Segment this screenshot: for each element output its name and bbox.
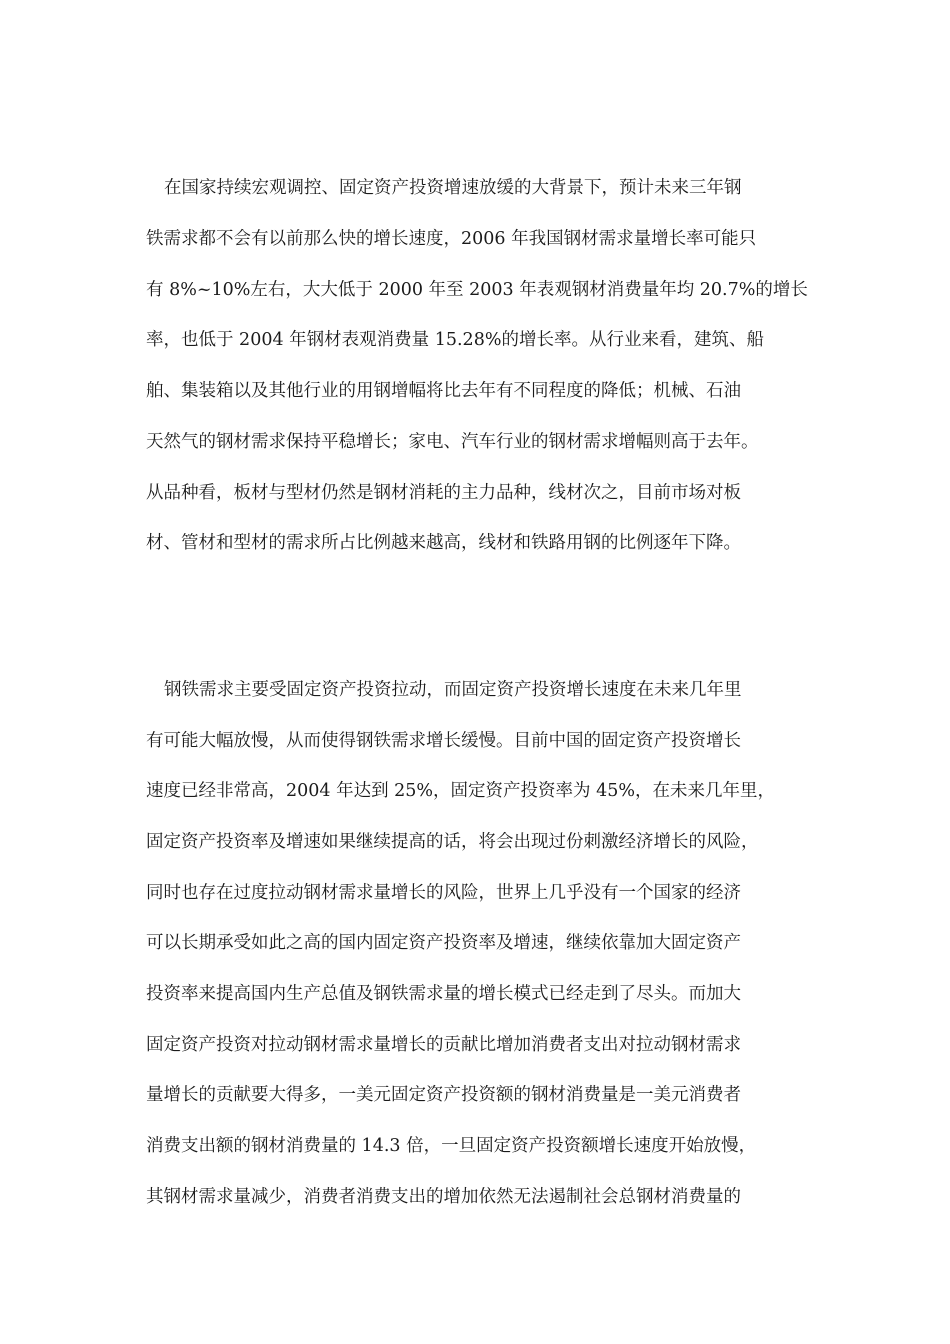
paragraph-1-line-5: 舶、集装箱以及其他行业的用钢增幅将比去年有不同程度的降低；机械、石油 bbox=[146, 381, 741, 401]
paragraph-1-line-2: 铁需求都不会有以前那么快的增长速度，2006 年我国钢材需求量增长率可能只 bbox=[146, 229, 757, 249]
paragraph-2-line-6: 可以长期承受如此之高的国内固定资产投资率及增速，继续依靠加大固定资产 bbox=[146, 933, 741, 953]
paragraph-1-line-1: 在国家持续宏观调控、固定资产投资增速放缓的大背景下，预计未来三年钢 bbox=[164, 178, 742, 198]
paragraph-2-line-1: 钢铁需求主要受固定资产投资拉动，而固定资产投资增长速度在未来几年里 bbox=[164, 680, 742, 700]
paragraph-2-line-2: 有可能大幅放慢，从而使得钢铁需求增长缓慢。目前中国的固定资产投资增长 bbox=[146, 731, 741, 751]
paragraph-2-line-7: 投资率来提高国内生产总值及钢铁需求量的增长模式已经走到了尽头。而加大 bbox=[146, 984, 741, 1004]
paragraph-2-line-11: 其钢材需求量减少，消费者消费支出的增加依然无法遏制社会总钢材消费量的 bbox=[146, 1187, 741, 1207]
paragraph-2-line-8: 固定资产投资对拉动钢材需求量增长的贡献比增加消费者支出对拉动钢材需求 bbox=[146, 1035, 741, 1055]
paragraph-2-line-9: 量增长的贡献要大得多，一美元固定资产投资额的钢材消费量是一美元消费者 bbox=[146, 1085, 741, 1105]
paragraph-1-line-4: 率，也低于 2004 年钢材表观消费量 15.28%的增长率。从行业来看，建筑、船 bbox=[146, 330, 764, 350]
paragraph-1-line-6: 天然气的钢材需求保持平稳增长；家电、汽车行业的钢材需求增幅则高于去年。 bbox=[146, 432, 759, 452]
paragraph-1-line-3: 有 8%~10%左右，大大低于 2000 年至 2003 年表观钢材消费量年均 20.7%的增长 bbox=[146, 280, 808, 300]
paragraph-2-line-5: 同时也存在过度拉动钢材需求量增长的风险，世界上几乎没有一个国家的经济 bbox=[146, 883, 741, 903]
paragraph-2-line-10: 消费支出额的钢材消费量的 14.3 倍，一旦固定资产投资额增长速度开始放慢， bbox=[146, 1136, 757, 1156]
paragraph-2-line-4: 固定资产投资率及增速如果继续提高的话，将会出现过份刺激经济增长的风险， bbox=[146, 832, 759, 852]
paragraph-1-line-7: 从品种看，板材与型材仍然是钢材消耗的主力品种，线材次之，目前市场对板 bbox=[146, 483, 741, 503]
paragraph-1-line-8: 材、管材和型材的需求所占比例越来越高，线材和铁路用钢的比例逐年下降。 bbox=[146, 533, 741, 553]
paragraph-2-line-3: 速度已经非常高，2004 年达到 25%，固定资产投资率为 45%，在未来几年里， bbox=[146, 781, 776, 801]
